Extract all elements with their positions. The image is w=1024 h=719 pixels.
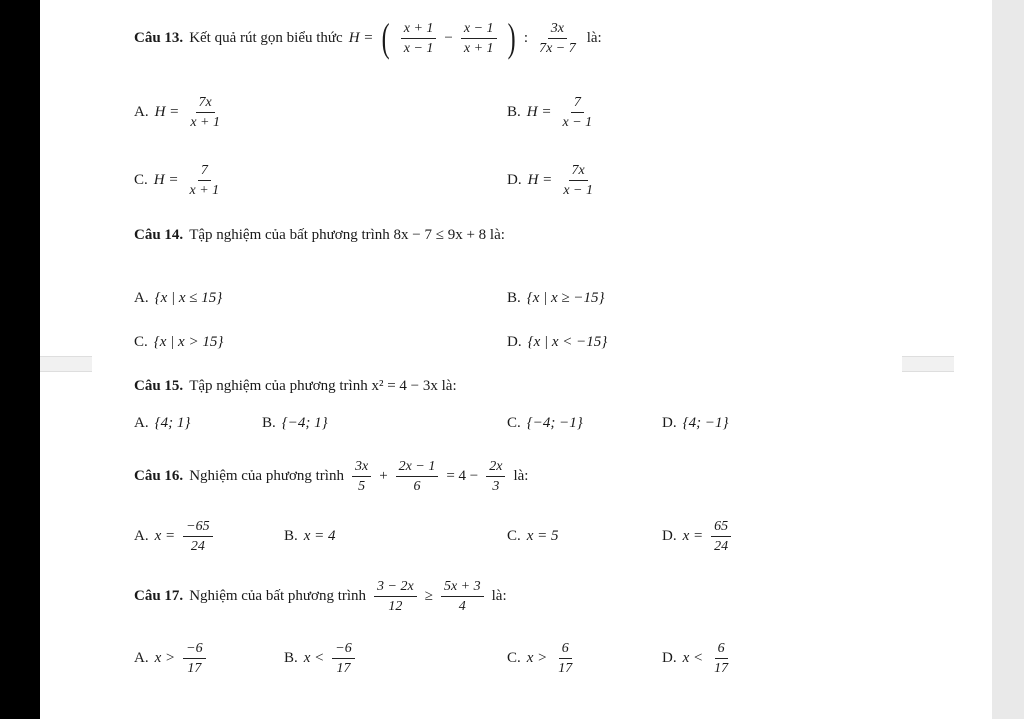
left-margin-bar — [40, 356, 92, 372]
question-17-title: Câu 17. — [134, 588, 184, 604]
question-13-text: Kết quả rút gọn biểu thức — [189, 29, 343, 46]
question-14-text: Tập nghiệm của bất phương trình 8x − 7 ≤ 9x + 8 là: — [189, 227, 505, 243]
question-17 — [134, 578, 507, 615]
question-15 — [134, 378, 457, 395]
fraction: $\frac{3x}{7x - 7}$ — [539, 20, 576, 56]
option-14-c[interactable]: C. {x | x > 15} — [134, 334, 224, 350]
fraction: $\frac{3 - 2x}{12}$ — [374, 578, 417, 615]
option-17-b[interactable]: B. x < $\frac{-6}{17}$ — [284, 640, 357, 677]
option-14-b[interactable]: B. {x | x ≥ −15} — [507, 290, 605, 306]
question-13-title: Câu 13. — [134, 29, 184, 46]
question-17-text: Nghiệm của bất phương trình — [189, 588, 367, 604]
question-15-text: Tập nghiệm của phương trình x² = 4 − 3x là: — [189, 378, 457, 394]
option-13-b[interactable]: B. H = $\frac{7}{x - 1}$ — [507, 95, 593, 130]
expr-lhs: H = — [348, 29, 374, 46]
option-16-c[interactable]: C. x = 5 — [507, 528, 559, 544]
fraction: $\frac{3x}{5}$ — [352, 458, 371, 495]
left-paren: ( — [382, 15, 391, 60]
question-tail: là: — [586, 29, 602, 46]
question-tail: là: — [513, 468, 529, 484]
option-14-a[interactable]: A. {x | x ≤ 15} — [134, 290, 223, 306]
question-16 — [134, 458, 528, 495]
fraction: $\frac{2x - 1}{6}$ — [396, 458, 439, 495]
option-14-d[interactable]: D. {x | x < −15} — [507, 334, 608, 350]
question-14 — [134, 227, 505, 244]
option-16-a[interactable]: A. x = $\frac{-65}{24}$ — [134, 518, 215, 555]
plus-sign: + — [379, 468, 388, 484]
option-13-a[interactable]: A. H = $\frac{7x}{x + 1}$ — [134, 95, 220, 130]
ge-sign: ≥ — [424, 588, 433, 604]
question-16-text: Nghiệm của phương trình — [189, 468, 344, 484]
option-13-d[interactable]: D. H = $\frac{7x}{x - 1}$ — [507, 163, 593, 198]
fraction: $\frac{x - 1}{x + 1}$ — [461, 20, 497, 57]
option-15-b[interactable]: B. {−4; 1} — [262, 415, 328, 431]
colon-sign: : — [523, 29, 529, 46]
fraction: $\frac{x + 1}{x - 1}$ — [401, 20, 437, 57]
scrollbar-track[interactable] — [992, 0, 1024, 719]
right-paren: ) — [507, 15, 516, 60]
option-17-c[interactable]: C. x > $\frac{6}{17}$ — [507, 641, 573, 676]
option-16-d[interactable]: D. x = $\frac{65}{24}$ — [662, 518, 733, 555]
option-15-a[interactable]: A. {4; 1} — [134, 415, 191, 431]
option-16-b[interactable]: B. x = 4 — [284, 528, 336, 544]
equals-sign: = 4 − — [446, 468, 479, 484]
minus-sign: − — [444, 29, 453, 46]
right-margin-bar — [902, 356, 954, 372]
question-15-title: Câu 15. — [134, 378, 184, 394]
question-14-title: Câu 14. — [134, 227, 184, 243]
fraction: $\frac{2x}{3}$ — [486, 458, 505, 495]
option-17-d[interactable]: D. x < $\frac{6}{17}$ — [662, 641, 729, 676]
question-13 — [134, 15, 602, 60]
question-16-title: Câu 16. — [134, 468, 184, 484]
option-17-a[interactable]: A. x > $\frac{-6}{17}$ — [134, 640, 208, 677]
option-15-c[interactable]: C. {−4; −1} — [507, 415, 583, 431]
option-13-c[interactable]: C. H = $\frac{7}{x + 1}$ — [134, 163, 220, 198]
option-15-d[interactable]: D. {4; −1} — [662, 415, 729, 431]
fraction: $\frac{5x + 3}{4}$ — [441, 578, 484, 615]
question-tail: là: — [491, 588, 507, 604]
